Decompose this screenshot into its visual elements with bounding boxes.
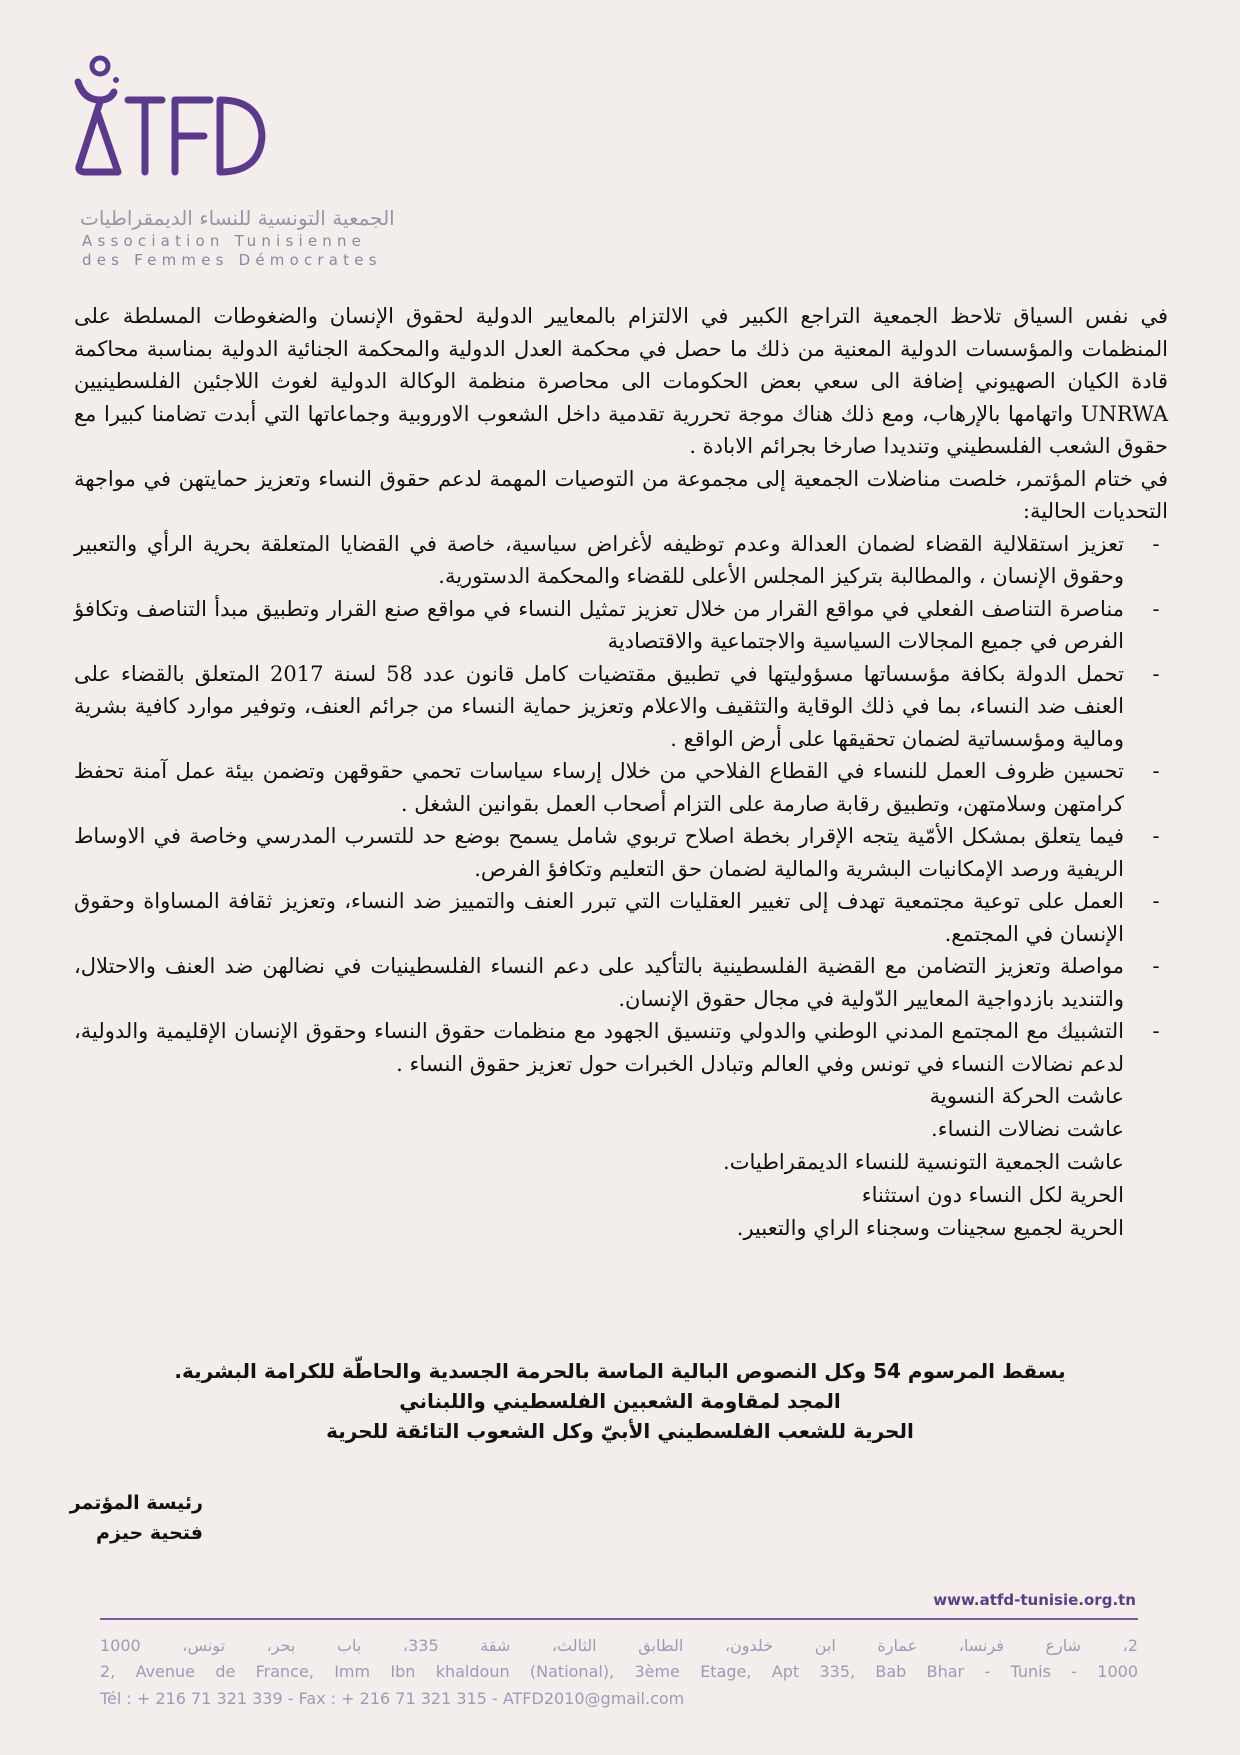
list-item	[74, 1015, 1168, 1080]
final-slogan-line: يسقط المرسوم 54 وكل النصوص البالية الماسة بالحرمة الجسدية والحاطّة للكرامة البشرية.	[174, 1359, 1066, 1383]
bullet-dash: -	[1152, 531, 1160, 556]
signature-title: رئيسة المؤتمر	[69, 1492, 203, 1514]
signature-block	[3, 1488, 203, 1548]
bullet-dash: -	[1152, 954, 1160, 978]
paragraph-conclusion: في ختام المؤتمر، خلصت مناضلات الجمعية إلى مجموعة من التوصيات المهمة لدعم حقوق النساء وتعزيز حمايتهن في مواجهة التحديات الحالية:	[74, 466, 1168, 523]
recommendation-text: مواصلة وتعزيز التضامن مع القضية الفلسطينية بالتأكيد على دعم النساء الفلسطينيات في نضالهن ضد العنف والاحتلال، والتنديد بازدواجية المعايير الدّولية في مجال حقوق الإنسان.	[74, 954, 1124, 1011]
slogan-line: عاشت الجمعية التونسية للنساء الديمقراطيات.	[723, 1150, 1124, 1174]
recommendations-list	[74, 528, 1168, 1081]
document-body	[74, 300, 1168, 1245]
recommendation-text: العمل على توعية مجتمعية تهدف إلى تغيير العقليات التي تبرر العنف والتمييز ضد النساء، وتعزيز ثقافة المساواة وحقوق الإنسان في المجتمع.	[74, 889, 1124, 946]
atfd-logo-mark	[70, 52, 300, 202]
bullet-dash: -	[1152, 889, 1160, 913]
logo-french-line1: Association Tunisienne	[82, 232, 367, 250]
final-slogan-line: المجد لمقاومة الشعبين الفلسطيني واللبناني	[399, 1389, 841, 1413]
bullet-dash: -	[1152, 596, 1160, 621]
signature-name: فتحية حيزم	[96, 1522, 203, 1544]
address-arabic: 2، شارع فرنسا، عمارة ابن خلدون، الطابق الثالث، شقة 335، باب بحر، تونس، 1000	[100, 1636, 1138, 1655]
logo-arabic-name: الجمعية التونسية للنساء الديمقراطيات	[80, 206, 395, 230]
recommendation-text: تحمل الدولة بكافة مؤسساتها مسؤوليتها في تطبيق مقتضيات كامل قانون عدد 58 لسنة 2017 المتعلق بالقضاء على العنف ضد النساء، بما في ذلك الوقاية والتثقيف والاعلام وتعزيز حماية النساء من جرائم العنف، وتوفير موارد كافية بشرية ومالية ومؤسساتية لضمان تحقيقها على أرض الواقع .	[74, 661, 1124, 751]
list-item	[74, 820, 1168, 885]
slogan-line: الحرية لجميع سجينات وسجناء الراي والتعبير.	[736, 1216, 1124, 1240]
list-item	[74, 528, 1168, 593]
atfd-logo	[70, 52, 430, 202]
contact-info: Tél : + 216 71 321 339 - Fax : + 216 71 321 315 - ATFD2010@gmail.com	[100, 1689, 685, 1708]
website-link[interactable]: www.atfd-tunisie.org.tn	[933, 1591, 1136, 1609]
recommendation-text: فيما يتعلق بمشكل الأمّية يتجه الإقرار بخطة اصلاح تربوي شامل يسمح بوضع حد للتسرب المدرسي وخاصة في الاوساط الريفية ورصد الإمكانيات البشرية والمالية لضمان حق التعليم وتكافؤ الفرص.	[74, 824, 1124, 881]
list-item	[74, 885, 1168, 950]
list-item	[74, 593, 1168, 658]
final-slogans	[100, 1356, 1140, 1446]
bullet-dash: -	[1152, 824, 1160, 848]
slogan-line: عاشت الحركة النسوية	[929, 1084, 1124, 1108]
recommendation-text: تحسين ظروف العمل للنساء في القطاع الفلاحي من خلال إرساء سياسات تحمي حقوقهن وتضمن بيئة عمل آمنة تحفظ كرامتهن وسلامتهن، وتطبيق رقابة صارمة على التزام أصحاب العمل بقوانين الشغل .	[74, 759, 1124, 816]
address-french: 2, Avenue de France, Imm Ibn khaldoun (National), 3ème Etage, Apt 335, Bab Bhar - Tunis - 1000	[100, 1662, 1138, 1681]
slogans	[74, 1080, 1124, 1245]
recommendation-text: تعزيز استقلالية القضاء لضمان العدالة وعدم توظيفه لأغراض سياسية، خاصة في القضايا المتعلقة بحرية الرأي والتعبير وحقوق الإنسان ، والمطالبة بتركيز المجلس الأعلى للقضاء والمحكمة الدستورية.	[74, 531, 1124, 588]
recommendation-text: التشبيك مع المجتمع المدني الوطني والدولي وتنسيق الجهود مع منظمات حقوق النساء وحقوق الإنسان الإقليمية والدولية، لدعم نضالات النساء في تونس وفي العالم وتبادل الخبرات حول تعزيز حقوق النساء .	[74, 1019, 1124, 1076]
logo-french-line2: des Femmes Démocrates	[82, 251, 382, 269]
paragraph-context: في نفس السياق تلاحظ الجمعية التراجع الكبير في الالتزام بالمعايير الدولية لحقوق الإنسان والضغوطات المسلطة على المنظمات والمؤسسات الدولية المعنية من ذلك ما حصل في محكمة العدل الدولية والمحكمة الجنائية الدولية بمناسبة محاكمة قادة الكيان الصهيوني إضافة الى سعي بعض الحكومات الى محاصرة منظمة الوكالة الدولية لغوث اللاجئين الفلسطينيين UNRWA واتهامها بالإرهاب، ومع ذلك هناك موجة تحررية تقدمية داخل الشعوب الاوروبية وجماعاتها التي أبدت تضامنا كبيرا مع حقوق الشعب الفلسطيني وتنديدا صارخا بجرائم الابادة .	[74, 304, 1168, 458]
recommendation-text: مناصرة التناصف الفعلي في مواقع القرار من خلال تعزيز تمثيل النساء في مواقع صنع القرار وتطبيق مبدأ التناصف وتكافؤ الفرص في جميع المجالات السياسية والاجتماعية والاقتصادية	[74, 596, 1124, 653]
slogan-line: عاشت نضالات النساء.	[931, 1117, 1124, 1141]
slogan-line: الحرية لكل النساء دون استثناء	[861, 1183, 1124, 1207]
final-slogan-line: الحرية للشعب الفلسطيني الأبيّ وكل الشعوب التائقة للحرية	[326, 1419, 914, 1443]
list-item	[74, 755, 1168, 820]
list-item	[74, 658, 1168, 756]
list-item	[74, 950, 1168, 1015]
bullet-dash: -	[1152, 661, 1160, 686]
bullet-dash: -	[1152, 759, 1160, 783]
footer-divider	[100, 1618, 1138, 1620]
bullet-dash: -	[1152, 1019, 1160, 1043]
